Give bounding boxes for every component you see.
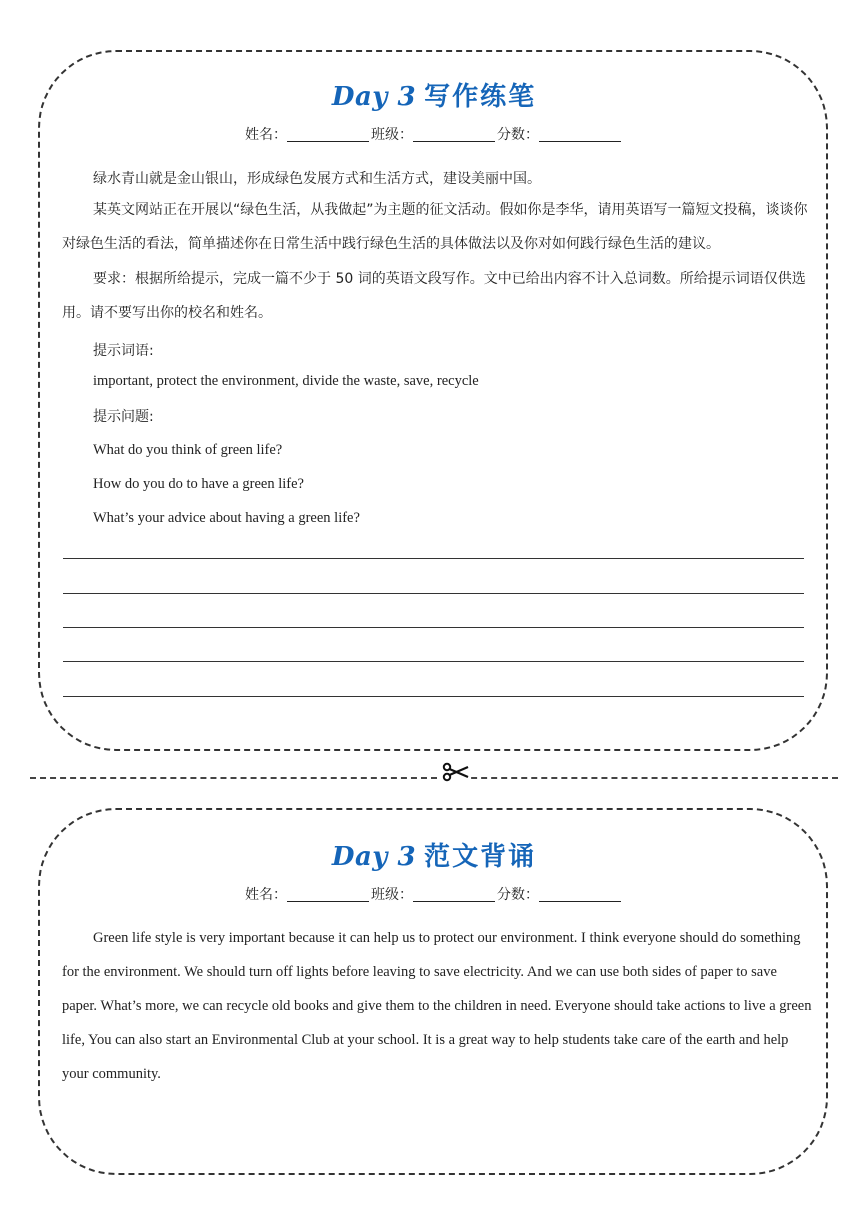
requirements-text: 要求：根据所给提示，完成一篇不少于 50 词的英语文段写作。文中已给出内容不计入总词数。所给提示词语仅供选用。请不要写出你的校名和姓名。 [62,271,806,321]
practice-title-day: Day 3 [331,82,417,112]
cut-line [30,777,838,779]
task-text: 某英文网站正在开展以“绿色生活，从我做起”为主题的征文活动。假如你是李华，请用英语写一篇短文投稿，谈谈你对绿色生活的看法，简单描述你在日常生活中践行绿色生活的具体做法以及你对如何践行绿色生活的建议。 [62,202,808,252]
class-blank[interactable] [413,887,495,902]
writing-line[interactable] [63,627,804,628]
score-label: 分数： [497,127,539,143]
class-label: 班级： [371,127,413,143]
name-label: 姓名： [245,127,287,143]
practice-info-row [0,124,868,144]
score-blank[interactable] [539,127,621,142]
intro-text: 绿水青山就是金山银山，形成绿色发展方式和生活方式，建设美丽中国。 [93,171,541,187]
questions-label: 提示问题: [93,409,154,425]
class-label: 班级： [371,887,413,903]
model-essay: Green life style is very important because it can help us to protect our environment. I think everyone should do something for the environment. We should turn off lights before leaving to save electricity. And we can use both sides of paper to save paper. What’s more, we can recycle old books and give them to the children in need. Everyone should take actions to live a green life, You can also start an Environmental Club at your school. It is a great way to help students take care of the earth and help your community. [62,930,812,1082]
practice-title [0,76,868,113]
model-title-day: Day 3 [331,842,417,872]
hint-question: How do you do to have a green life? [93,476,304,492]
writing-line[interactable] [63,558,804,559]
score-label: 分数： [497,887,539,903]
model-title [0,836,868,873]
name-blank[interactable] [287,887,369,902]
writing-line[interactable] [63,696,804,697]
writing-line[interactable] [63,593,804,594]
model-title-cn: 范文背诵 [424,842,537,872]
hint-words: important, protect the environment, divide the waste, save, recycle [93,373,479,389]
scissors-icon [441,760,471,784]
class-blank[interactable] [413,127,495,142]
hint-question: What do you think of green life? [93,442,283,458]
score-blank[interactable] [539,887,621,902]
hint-question: What’s your advice about having a green life? [93,510,360,526]
practice-card [38,50,828,751]
writing-line[interactable] [63,661,804,662]
name-label: 姓名： [245,887,287,903]
model-info-row [0,884,868,904]
words-label: 提示词语: [93,343,154,359]
name-blank[interactable] [287,127,369,142]
practice-title-cn: 写作练笔 [424,82,537,112]
